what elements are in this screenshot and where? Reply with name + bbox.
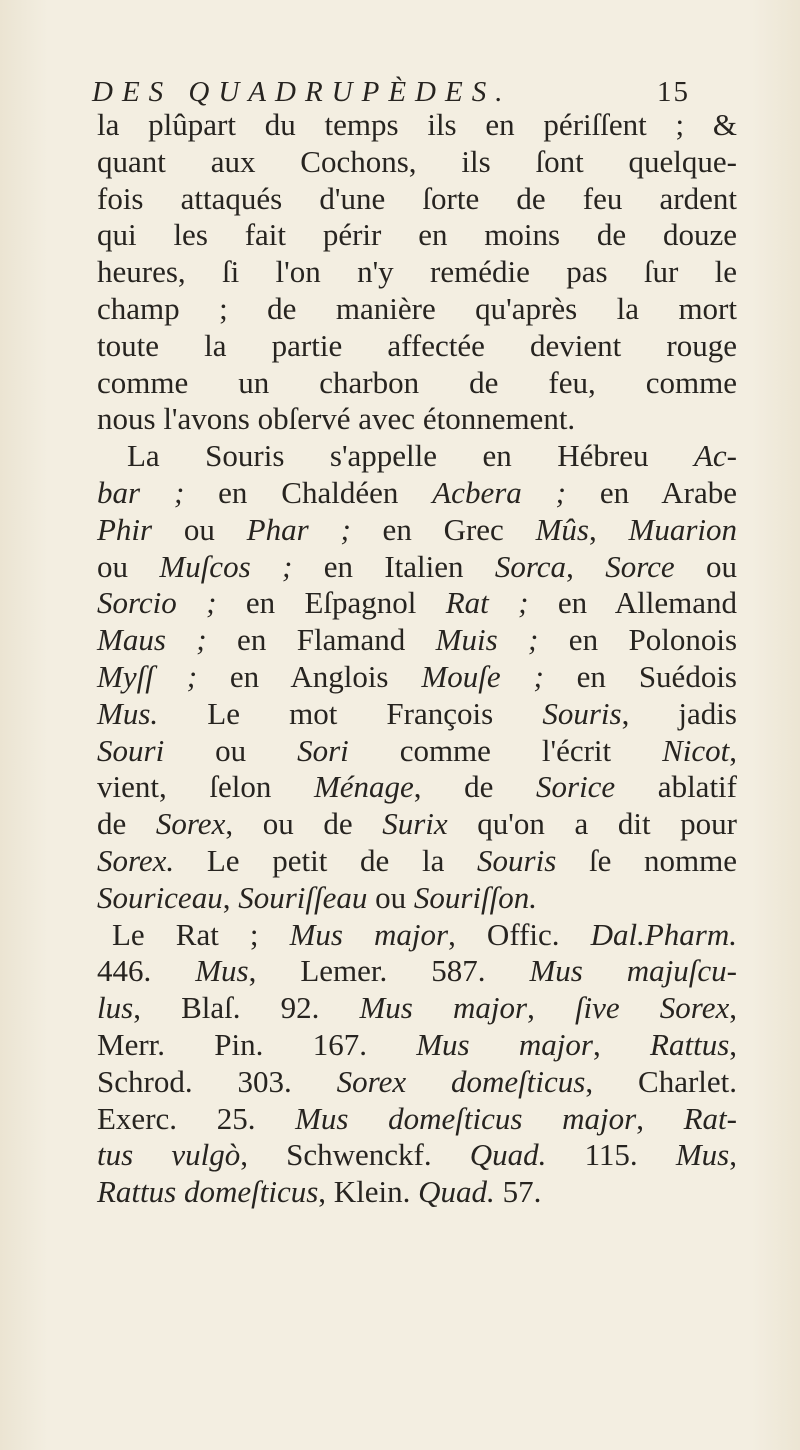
- italic-term: Mouſe ;: [421, 658, 544, 694]
- text-run: ou: [367, 879, 414, 915]
- text-run: la plûpart du temps ils en périſſent ; &: [97, 107, 737, 142]
- text-run: ,: [729, 990, 737, 1026]
- text-line: [97, 365, 737, 402]
- text-line: [97, 880, 737, 917]
- italic-term: Muarion: [628, 511, 738, 547]
- italic-term: tus vulgò: [97, 1137, 241, 1173]
- text-line: [97, 1174, 737, 1211]
- text-run: , de: [413, 769, 536, 805]
- text-run: La Souris s'appelle en Hébreu: [127, 438, 694, 474]
- text-run: , Charlet.: [585, 1063, 738, 1099]
- text-run: Le mot François: [158, 695, 543, 731]
- text-run: qu'on a dit pour: [447, 806, 738, 842]
- italic-term: Mus major: [359, 990, 528, 1026]
- text-run: , ou de: [225, 806, 383, 842]
- text-run: 115.: [546, 1137, 676, 1173]
- text-line: [97, 769, 737, 806]
- text-run: comme un charbon de feu, comme: [97, 364, 737, 400]
- text-run: ſe nomme: [556, 842, 737, 878]
- text-run: en Allemand: [528, 585, 738, 621]
- text-run: , Offic.: [448, 916, 591, 952]
- text-line: [97, 585, 737, 622]
- text-line: [97, 1064, 737, 1101]
- italic-term: Souris: [477, 842, 557, 878]
- italic-term: Phir: [97, 511, 153, 547]
- text-run: nous l'avons obſervé avec étonnement.: [97, 401, 576, 437]
- text-line: [97, 622, 737, 659]
- text-line: [97, 254, 737, 291]
- text-run: 446.: [97, 953, 196, 989]
- text-run: quant aux Cochons, ils ſont quelque-: [97, 143, 737, 179]
- italic-term: lus: [97, 990, 134, 1026]
- text-run: champ ; de manière qu'après la mort: [97, 290, 737, 326]
- text-run: en Italien: [292, 548, 495, 584]
- text-run: ,: [636, 1100, 684, 1136]
- italic-term: Mûs: [535, 511, 589, 547]
- text-run: ,: [527, 990, 575, 1026]
- text-run: en Suédois: [543, 658, 737, 694]
- italic-term: Ménage: [313, 769, 414, 805]
- text-line: [97, 328, 737, 365]
- italic-term: Maus ;: [97, 622, 207, 658]
- text-line: [97, 291, 737, 328]
- text-line: [97, 659, 737, 696]
- text-line: [97, 733, 737, 770]
- italic-term: Nicot: [662, 732, 730, 768]
- italic-term: Rat ;: [445, 585, 529, 621]
- text-line: [97, 953, 737, 990]
- italic-term: Sorca: [494, 548, 567, 584]
- text-run: Exerc. 25.: [97, 1100, 296, 1136]
- italic-term: ſive Sorex: [574, 990, 730, 1026]
- text-run: , jadis: [621, 695, 737, 731]
- italic-term: Souri: [97, 732, 165, 768]
- italic-term: Acbera ;: [432, 474, 566, 510]
- text-run: ,: [729, 1026, 738, 1062]
- italic-term: Souriſſon.: [413, 879, 538, 915]
- text-run: , Klein.: [318, 1174, 419, 1210]
- text-run: , Lemer. 587.: [248, 953, 530, 989]
- text-run: en Anglois: [197, 658, 422, 694]
- text-run: ,: [222, 879, 239, 915]
- italic-term: Mus domeſticus major: [295, 1100, 637, 1136]
- text-line: [97, 1101, 737, 1138]
- italic-term: Rattus: [650, 1026, 730, 1062]
- text-run: en Eſpagnol: [216, 585, 446, 621]
- text-run: fois attaqués d'une ſorte de feu ardent: [97, 180, 737, 216]
- text-run: en Arabe: [565, 474, 738, 510]
- text-run: Schrod. 303.: [97, 1063, 337, 1099]
- italic-term: Mus major: [289, 916, 449, 952]
- text-run: vient, ſelon: [97, 769, 314, 805]
- text-run: heures, ſi l'on n'y remédie pas ſur le: [97, 254, 737, 290]
- italic-term: Ac-: [693, 438, 737, 474]
- text-run: ,: [729, 1137, 737, 1173]
- italic-term: Souris: [542, 695, 622, 731]
- italic-term: Muis ;: [435, 622, 539, 658]
- text-run: ,: [566, 548, 606, 584]
- text-run: en Polonois: [538, 622, 738, 658]
- text-line: [97, 843, 737, 880]
- text-run: ,: [729, 732, 737, 768]
- italic-term: Quad.: [469, 1137, 547, 1173]
- text-run: , Schwenckf.: [240, 1137, 470, 1173]
- text-line: [97, 475, 737, 512]
- text-line: [97, 401, 737, 438]
- italic-term: Mus.: [97, 695, 159, 731]
- italic-term: bar ;: [97, 474, 185, 510]
- text-line: [97, 1137, 737, 1174]
- text-run: Merr. Pin. 167.: [97, 1026, 417, 1062]
- running-header: [92, 74, 732, 110]
- text-run: ou: [164, 732, 298, 768]
- italic-term: Quad.: [418, 1174, 495, 1210]
- text-run: en Chaldéen: [184, 474, 433, 510]
- text-line: [97, 438, 737, 475]
- text-run: qui les fait périr en moins de douze: [97, 217, 737, 253]
- text-line: [97, 217, 737, 254]
- text-run: comme l'écrit: [348, 732, 663, 768]
- italic-term: Sorcio ;: [97, 585, 217, 621]
- italic-term: Souriceau: [97, 879, 223, 915]
- italic-term: Mus majuſcu-: [529, 953, 737, 989]
- text-line: [97, 917, 737, 954]
- running-title: DES QUADRUPÈDES.: [92, 76, 512, 108]
- text-line: [97, 1027, 737, 1064]
- italic-term: Sorex.: [97, 842, 175, 878]
- italic-term: Surix: [382, 806, 448, 842]
- italic-term: Rat-: [683, 1100, 737, 1136]
- body-text: [97, 107, 737, 1211]
- italic-term: Sorex domeſticus: [336, 1063, 586, 1099]
- text-run: toute la partie affectée devient rouge: [97, 327, 737, 363]
- italic-term: Rattus domeſticus: [97, 1174, 319, 1210]
- text-run: ou: [97, 548, 160, 584]
- text-run: Le petit de la: [174, 842, 478, 878]
- italic-term: Mus: [195, 953, 249, 989]
- italic-term: Sori: [297, 732, 349, 768]
- text-run: ou: [674, 548, 737, 584]
- italic-term: Sorex: [155, 806, 226, 842]
- italic-term: Sorce: [605, 548, 675, 584]
- text-run: 57.: [494, 1174, 542, 1210]
- text-run: Le Rat ;: [112, 916, 290, 952]
- text-line: [97, 806, 737, 843]
- italic-term: Mus: [675, 1137, 730, 1173]
- text-line: [97, 549, 737, 586]
- text-run: de: [97, 806, 156, 842]
- text-line: [97, 696, 737, 733]
- italic-term: Dal.Pharm.: [590, 916, 737, 952]
- text-line: [97, 144, 737, 181]
- italic-term: Mus major: [416, 1026, 593, 1062]
- italic-term: Muſcos ;: [159, 548, 293, 584]
- text-line: [97, 181, 737, 218]
- text-line: [97, 107, 737, 144]
- text-line: [97, 990, 737, 1027]
- text-run: ,: [592, 1026, 651, 1062]
- text-run: , Blaſ. 92.: [133, 990, 360, 1026]
- italic-term: Sorice: [536, 769, 616, 805]
- italic-term: Phar ;: [246, 511, 351, 547]
- text-run: ou: [152, 511, 247, 547]
- text-run: en Grec: [350, 511, 536, 547]
- italic-term: Myſſ ;: [97, 658, 198, 694]
- italic-term: Souriſſeau: [238, 879, 368, 915]
- text-run: ablatif: [615, 769, 737, 805]
- text-run: ,: [588, 511, 629, 547]
- text-run: en Flamand: [206, 622, 436, 658]
- page-number: 15: [657, 76, 690, 108]
- text-line: [97, 512, 737, 549]
